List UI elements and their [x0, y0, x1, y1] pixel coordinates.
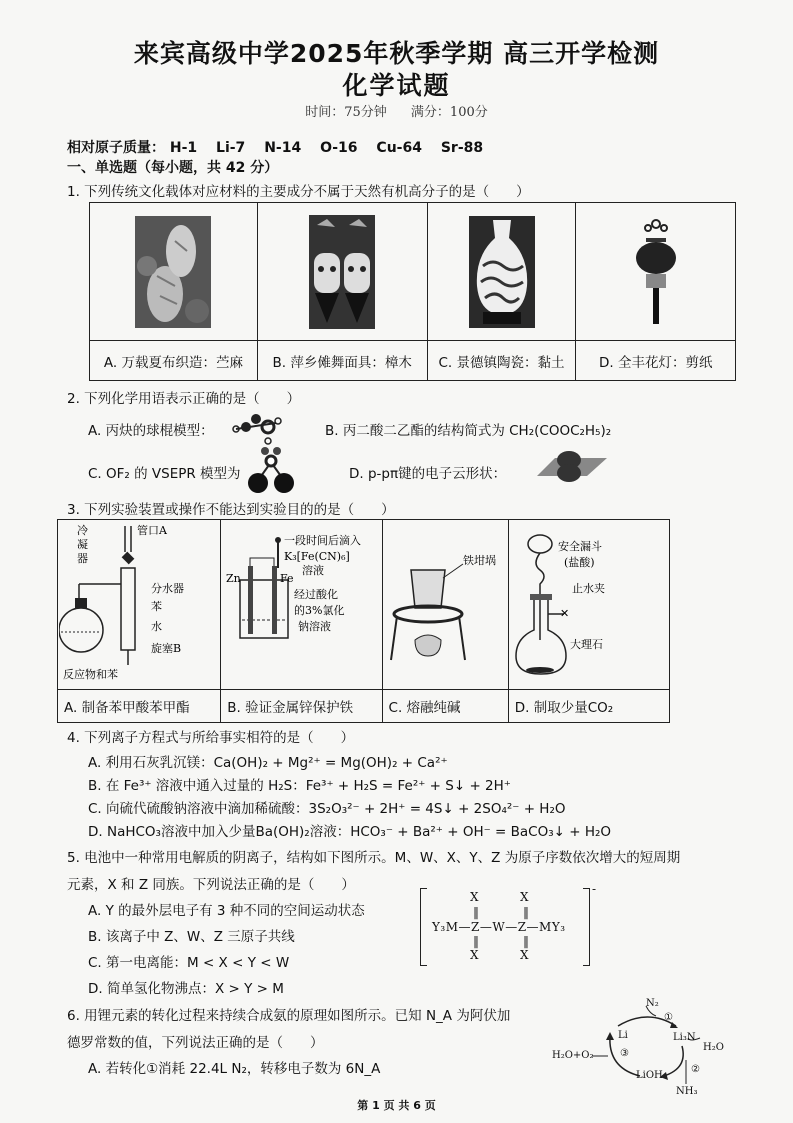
lantern-image: [576, 203, 735, 340]
pi-bond-cloud-icon: [525, 450, 609, 482]
svg-text:大理石: 大理石: [569, 638, 603, 651]
q1-image-cell-a: [90, 203, 258, 341]
svg-text:水: 水: [151, 620, 163, 633]
question-3-table: [57, 519, 670, 723]
svg-text:器: 器: [77, 552, 89, 565]
q3-apparatus-b: [221, 520, 382, 690]
q1-image-cell-b: [257, 203, 427, 341]
q2-option-d: D. p-pπ键的电子云形状：: [349, 466, 507, 482]
anion-charge: -: [591, 882, 596, 896]
propyne-ball-stick-icon: [232, 409, 284, 445]
q3-option-d: D. 制取少量CO₂: [508, 690, 669, 723]
vsepr-model-icon: [247, 445, 295, 493]
svg-text:冷: 冷: [77, 524, 89, 537]
exam-time: 时间：75分钟: [305, 105, 387, 120]
cycle-node-lioh: LiOH: [636, 1070, 663, 1081]
svg-text:安全漏斗: 安全漏斗: [557, 540, 602, 553]
exam-title: 来宾高级中学2025年秋季学期 高三开学检测: [133, 39, 660, 68]
q1-option-d: D. 全丰花灯：剪纸: [576, 341, 736, 381]
q1-image-cell-d: [576, 203, 736, 341]
question-1-stem: 1. 下列传统文化载体对应材料的主要成分不属于天然有机高分子的是（ ）: [67, 184, 530, 200]
q3-option-c: C. 熔融纯碱: [382, 690, 508, 723]
svg-text:一段时间后滴入: 一段时间后滴入: [284, 534, 362, 547]
question-6-stem-line2: 德罗常数的值，下列说法正确的是（ ）: [67, 1035, 324, 1051]
atomic-mass-item: O-16: [320, 140, 358, 156]
cycle-node-li: Li: [618, 1030, 628, 1041]
svg-text:分水器: 分水器: [151, 582, 185, 595]
svg-text:苯: 苯: [151, 600, 163, 613]
q4-option-a: A. 利用石灰乳沉镁：Ca(OH)₂ + Mg²⁺ = Mg(OH)₂ + Ca²⁺: [88, 755, 448, 771]
question-4-stem: 4. 下列离子方程式与所给事实相符的是（ ）: [67, 730, 355, 746]
atomic-mass-item: N-14: [264, 140, 302, 156]
q1-image-cell-c: [427, 203, 576, 341]
atomic-mass-item: Cu-64: [376, 140, 422, 156]
q5-option-b: B. 该离子中 Z、W、Z 三原子共线: [88, 929, 295, 945]
atomic-mass-label: 相对原子质量：: [67, 140, 165, 156]
lithium-cycle-diagram: [548, 998, 738, 1098]
svg-text:反应物和苯: 反应物和苯: [63, 668, 119, 681]
exam-meta: [0, 101, 793, 120]
cycle-output-h2o-o2: H₂O+O₂: [552, 1050, 594, 1061]
exam-subject: 化学试题: [342, 71, 451, 100]
svg-text:Fe: Fe: [280, 572, 294, 585]
question-6-stem-line1: 6. 用锂元素的转化过程来持续合成氨的原理如图所示。已知 N_A 为阿伏加: [67, 1008, 511, 1024]
q2-option-a: A. 丙炔的球棍模型：: [88, 423, 214, 439]
q4-option-d: D. NaHCO₃溶液中加入少量Ba(OH)₂溶液：HCO₃⁻ + Ba²⁺ + OH⁻ = BaCO₃↓ + H₂O: [88, 824, 612, 840]
q4-option-b: B. 在 Fe³⁺ 溶液中通入过量的 H₂S：Fe³⁺ + H₂S = Fe²⁺ + S↓ + 2H⁺: [88, 778, 511, 794]
cycle-step-1: ①: [664, 1012, 673, 1023]
ramie-fabric-image: [90, 203, 257, 340]
question-5-stem-line2: 元素，X 和 Z 同族。下列说法正确的是（ ）: [67, 877, 355, 893]
svg-text:凝: 凝: [77, 538, 89, 551]
q2-option-b: B. 丙二酸二乙酯的结构简式为 CH₂(COOC₂H₅)₂: [325, 423, 612, 439]
svg-text:Zn: Zn: [226, 572, 242, 585]
q2-option-c: C. OF₂ 的 VSEPR 模型为: [88, 466, 241, 482]
svg-text:铁坩埚: 铁坩埚: [463, 554, 497, 567]
anion-structure: - X X ‖ ‖ Y₃M—Z—W—Z—MY₃ ‖ ‖ X X: [420, 888, 590, 966]
q5-option-c: C. 第一电离能：M < X < Y < W: [88, 955, 290, 971]
q3-apparatus-d: [508, 520, 669, 690]
dean-stark-apparatus-icon: [59, 520, 219, 685]
q5-option-d: D. 简单氢化物沸点：X > Y > M: [88, 981, 284, 997]
cycle-step-2: ②: [691, 1064, 700, 1075]
q4-option-c: C. 向硫代硫酸钠溶液中滴加稀硫酸：3S₂O₃²⁻ + 2H⁺ = 4S↓ + 2SO₄²⁻ + H₂O: [88, 801, 566, 817]
iron-crucible-icon: [383, 520, 507, 685]
q3-apparatus-c: [382, 520, 508, 690]
q5-option-a: A. Y 的最外层电子有 3 种不同的空间运动状态: [88, 903, 365, 919]
q1-option-c: C. 景德镇陶瓷：黏土: [427, 341, 576, 381]
svg-text:K₃[Fe(CN)₆]: K₃[Fe(CN)₆]: [284, 550, 351, 563]
q3-option-a: A. 制备苯甲酸苯甲酯: [58, 690, 221, 723]
question-1-table: [89, 202, 736, 381]
svg-text:(盐酸): (盐酸): [563, 556, 595, 569]
q6-option-a: A. 若转化①消耗 22.4L N₂，转移电子数为 6N_A: [88, 1061, 381, 1077]
structure-top-x-2: X: [520, 890, 529, 904]
atomic-masses: [67, 137, 497, 157]
svg-text:止水夹: 止水夹: [571, 582, 605, 595]
cycle-node-li3n: Li₃N: [673, 1032, 696, 1043]
svg-text:溶液: 溶液: [302, 564, 325, 577]
exam-score: 满分：100分: [410, 105, 488, 120]
svg-text:经过酸化: 经过酸化: [294, 588, 339, 601]
cycle-input-h2o: H₂O: [703, 1042, 724, 1053]
cycle-output-nh3: NH₃: [676, 1086, 698, 1097]
question-5-stem-line1: 5. 电池中一种常用电解质的阴离子，结构如下图所示。M、W、X、Y、Z 为原子序数依次增大的短周期: [67, 850, 681, 866]
atomic-mass-item: Sr-88: [440, 140, 484, 156]
question-2-stem: 2. 下列化学用语表示正确的是（ ）: [67, 391, 301, 407]
section-heading: 一、单选题（每小题，共 42 分）: [67, 160, 279, 176]
q1-option-a: A. 万载夏布织造：苎麻: [90, 341, 258, 381]
svg-text:旋塞B: 旋塞B: [151, 642, 182, 655]
page-number: 第 1 页 共 6 页: [357, 1099, 436, 1112]
structure-top-x-1: X: [470, 890, 479, 904]
q1-option-b: B. 萍乡傩舞面具：樟木: [257, 341, 427, 381]
q3-option-b: B. 验证金属锌保护铁: [221, 690, 382, 723]
q3-apparatus-a: [58, 520, 221, 690]
structure-bottom-x-2: X: [520, 948, 529, 962]
atomic-mass-item: H-1: [169, 140, 198, 156]
question-3-stem: 3. 下列实验装置或操作不能达到实验目的的是（ ）: [67, 502, 395, 518]
atomic-mass-item: Li-7: [216, 140, 246, 156]
co2-generator-icon: [510, 520, 668, 685]
porcelain-vase-image: [428, 203, 576, 340]
structure-main-chain: Y₃M—Z—W—Z—MY₃: [432, 920, 566, 934]
svg-text:钠溶液: 钠溶液: [298, 620, 332, 633]
cycle-step-3: ③: [620, 1048, 629, 1059]
zinc-iron-cell-icon: [222, 520, 380, 685]
structure-bottom-x-1: X: [470, 948, 479, 962]
svg-text:✕: ✕: [559, 607, 570, 620]
cycle-input-n2: N₂: [646, 998, 659, 1009]
svg-text:的3%氯化: 的3%氯化: [294, 604, 345, 617]
svg-text:管口A: 管口A: [137, 524, 168, 537]
nuo-mask-image: [258, 203, 427, 340]
